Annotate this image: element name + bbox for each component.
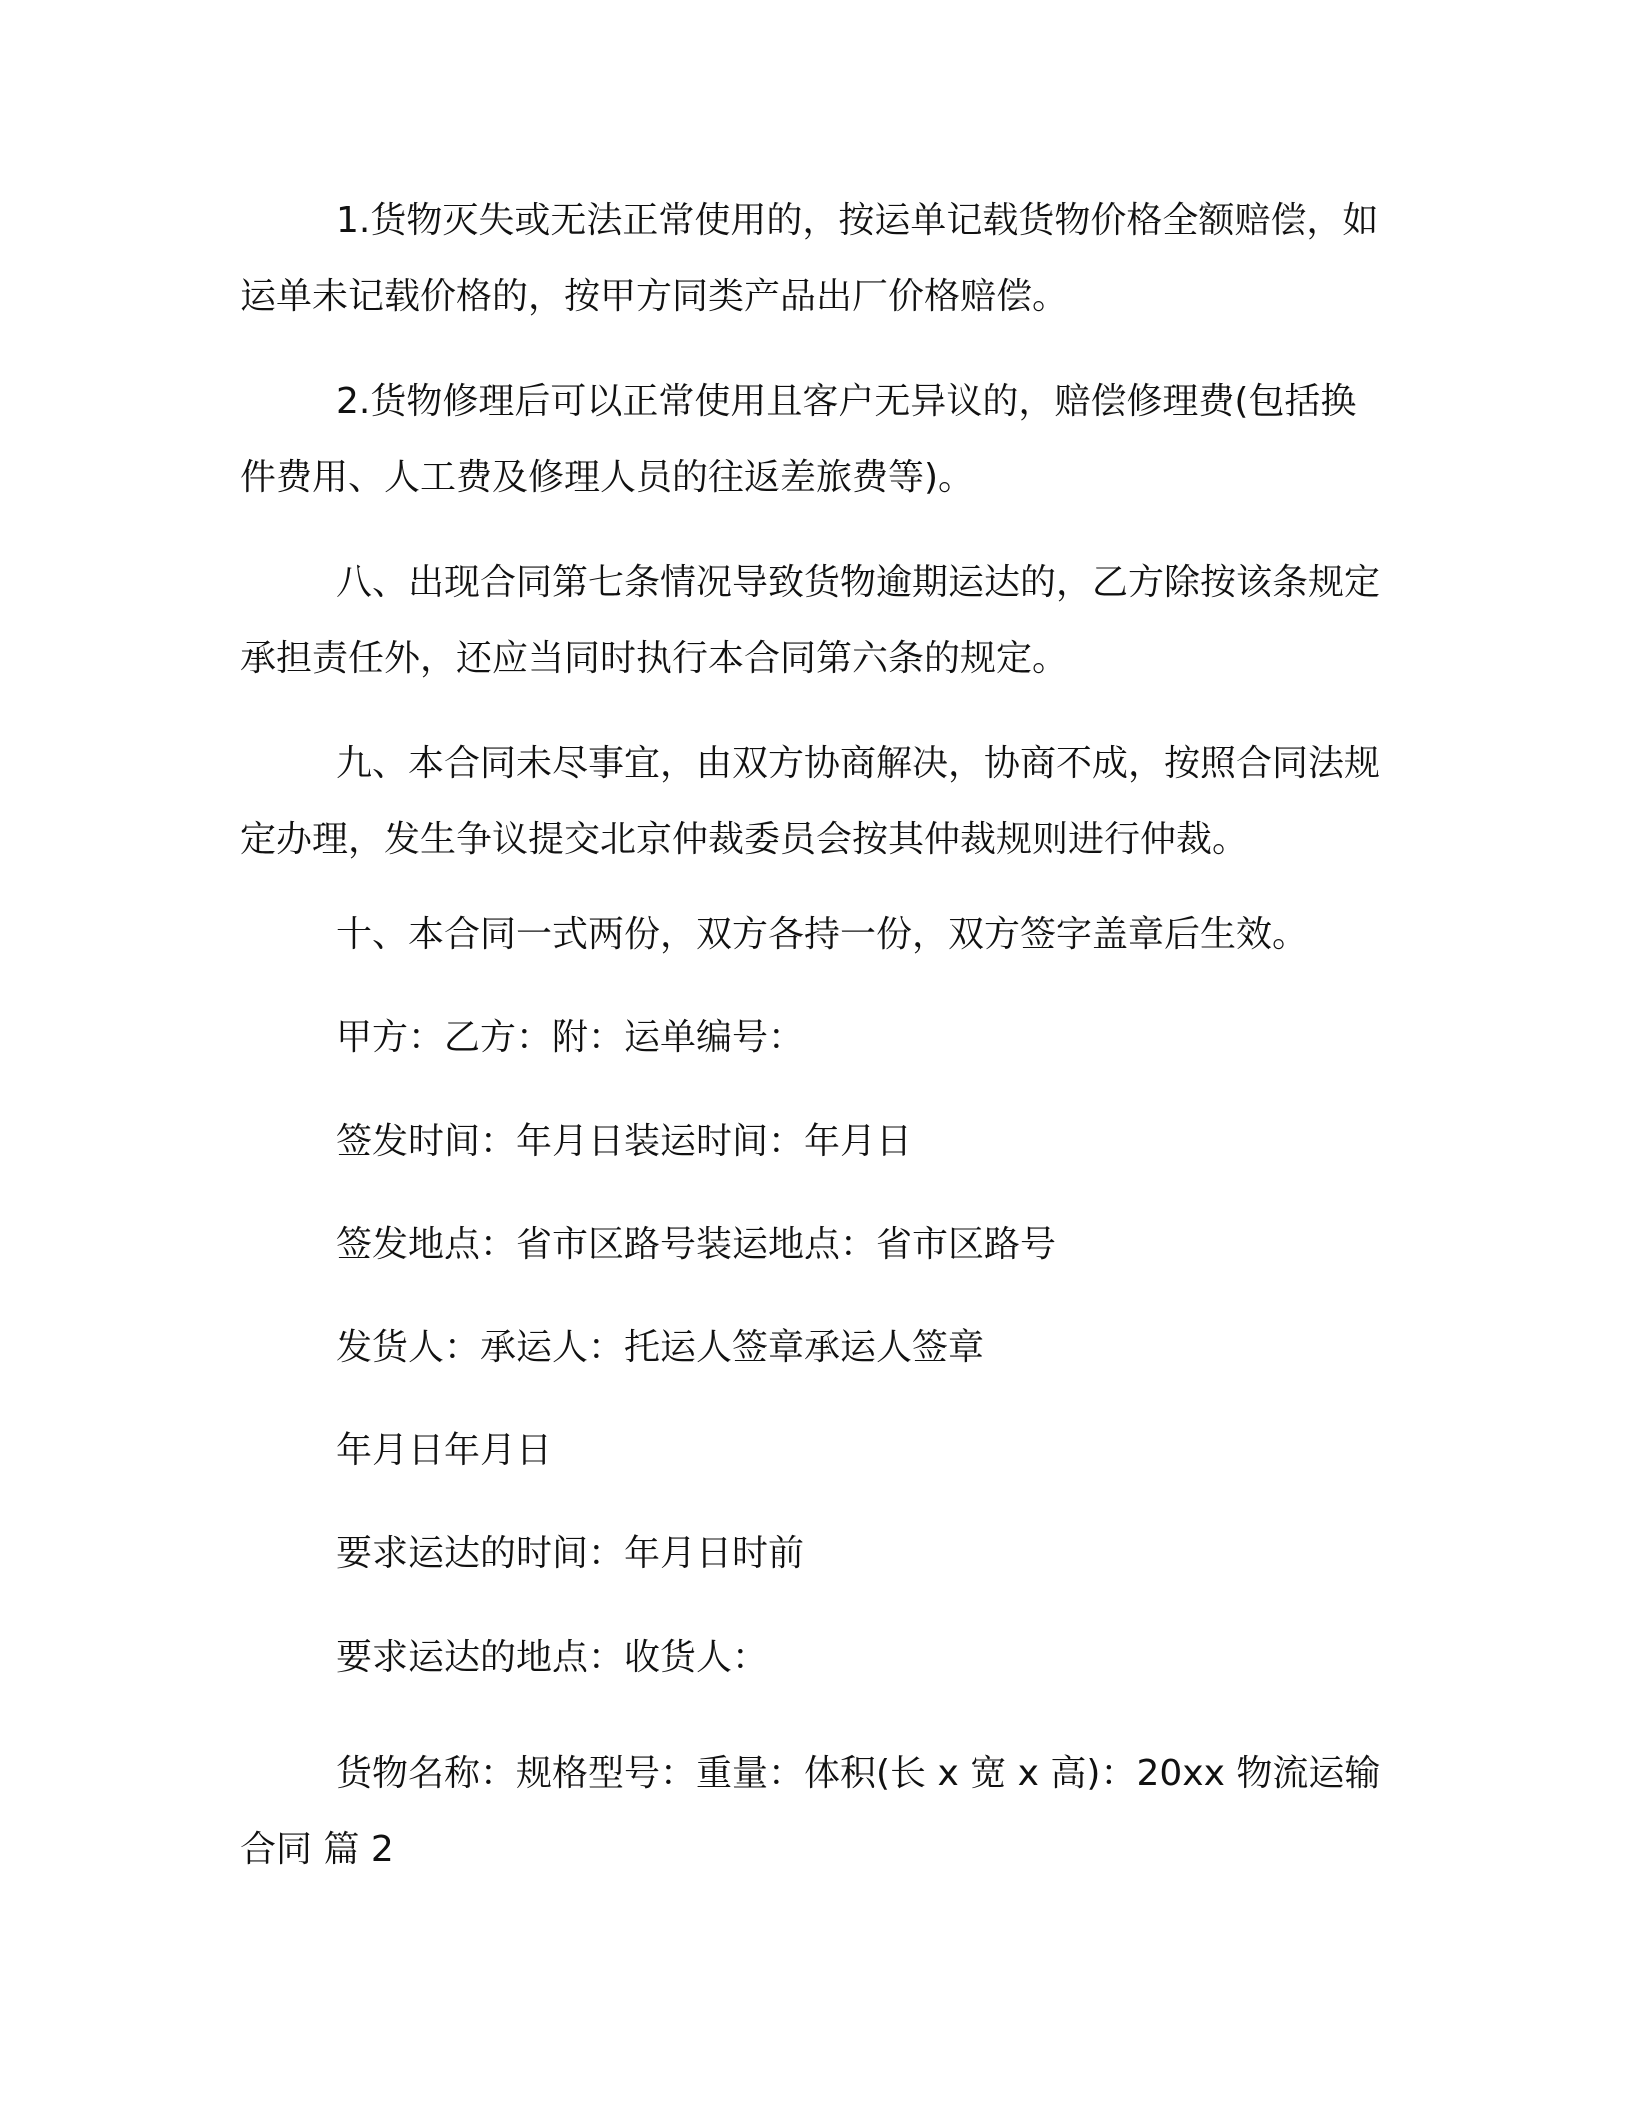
paragraph-clause-7-1: 1.货物灭失或无法正常使用的，按运单记载货物价格全额赔偿，如运单未记载价格的，按甲方同类产品出厂价格赔偿。 [240, 200, 1379, 317]
paragraph-clause-10: 十、本合同一式两份，双方各持一份，双方签字盖章后生效。 [336, 914, 1309, 955]
paragraph-clause-7-2: 2.货物修理后可以正常使用且客户无异议的，赔偿修理费(包括换件费用、人工费及修理人员的往返差旅费等)。 [240, 381, 1357, 498]
delivery-time-line: 要求运达的时间：年月日时前 [336, 1533, 805, 1574]
paragraph-clause-8: 八、出现合同第七条情况导致货物逾期运达的，乙方除按该条规定承担责任外，还应当同时执行本合同第六条的规定。 [240, 562, 1381, 679]
delivery-location-line: 要求运达的地点：收货人： [336, 1637, 769, 1678]
signature-dates-line: 年月日年月日 [336, 1430, 553, 1471]
parties-line: 甲方：乙方：附：运单编号： [336, 1017, 805, 1058]
shipper-carrier-line: 发货人：承运人：托运人签章承运人签章 [336, 1327, 985, 1368]
issue-location-line: 签发地点：省市区路号装运地点：省市区路号 [336, 1224, 1057, 1265]
goods-info-line: 货物名称：规格型号：重量：体积(长 x 宽 x 高)：20xx 物流运输合同 篇 2 [240, 1753, 1381, 1870]
issue-time-line: 签发时间：年月日装运时间：年月日 [336, 1121, 913, 1162]
paragraph-clause-9: 九、本合同未尽事宜，由双方协商解决，协商不成，按照合同法规定办理，发生争议提交北京仲裁委员会按其仲裁规则进行仲裁。 [240, 743, 1381, 860]
